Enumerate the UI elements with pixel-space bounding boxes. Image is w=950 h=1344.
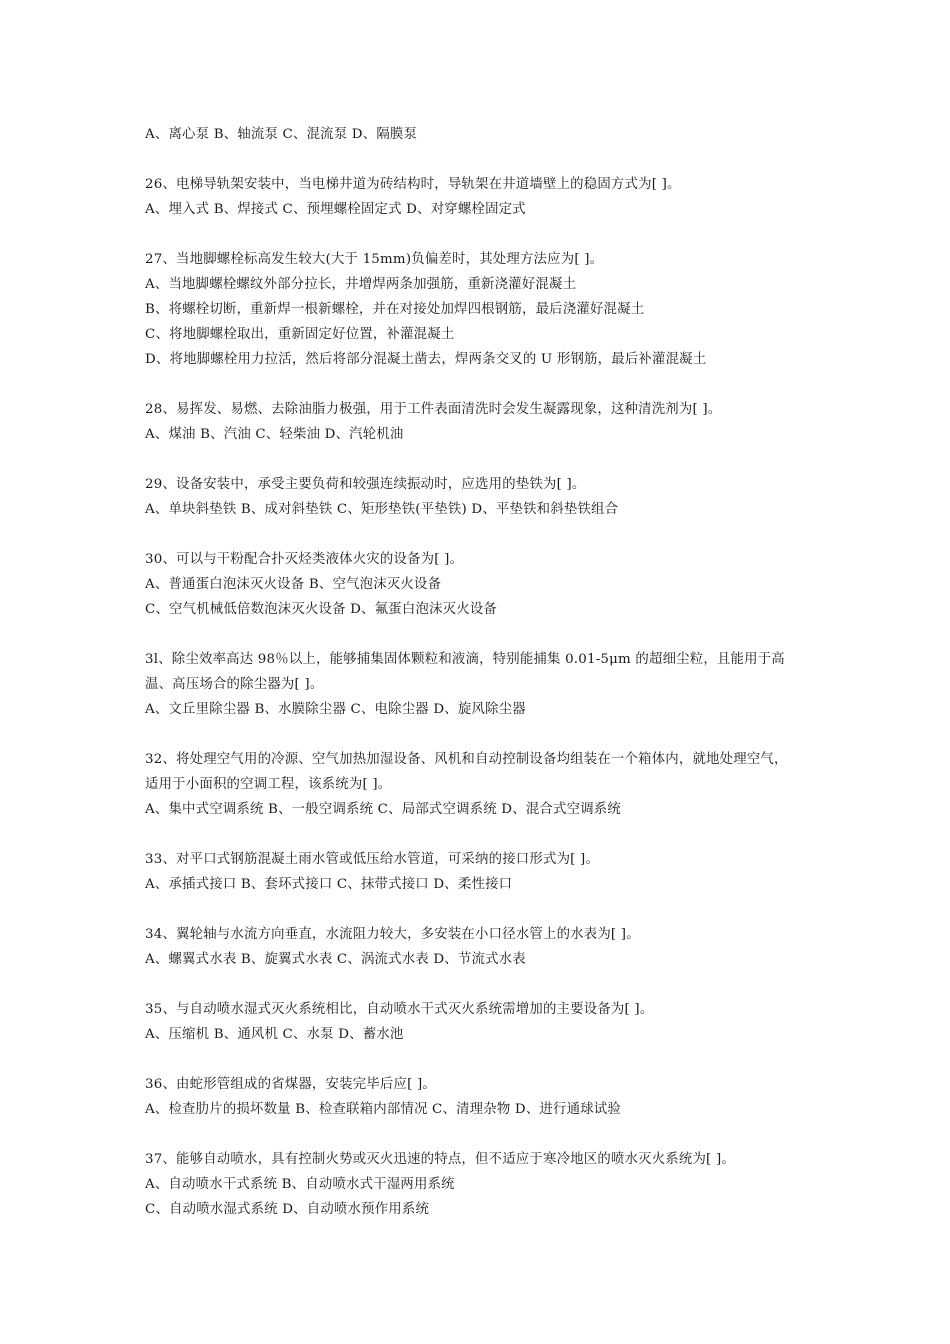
question-text: 26、电梯导轨架安装中，当电梯井道为砖结构时，导轨架在井道墙壁上的稳固方式为[ ]。	[145, 177, 681, 192]
question-line: A、集中式空调系统 B、一般空调系统 C、局部式空调系统 D、混合式空调系统	[145, 802, 621, 817]
question-text: 28、易挥发、易燃、去除油脂力极强，用于工件表面清洗时会发生凝露现象，这种清洗剂为[ ]。	[145, 402, 722, 417]
question-line: B、将螺栓切断，重新焊一根新螺栓，并在对接处加焊四根钢筋，最后浇灌好混凝土	[145, 302, 645, 317]
question-line: A、煤油 B、汽油 C、轻柴油 D、汽轮机油	[145, 427, 404, 442]
question-item	[145, 547, 825, 622]
question-item	[145, 1072, 825, 1122]
question-item	[145, 247, 825, 372]
question-item	[145, 747, 825, 822]
question-line: A、螺翼式水表 B、旋翼式水表 C、涡流式水表 D、节流式水表	[145, 952, 526, 967]
answer-options: A、离心泵 B、轴流泵 C、混流泵 D、隔膜泵	[145, 127, 418, 142]
question-text: 36、由蛇形管组成的省煤器，安装完毕后应[ ]。	[145, 1077, 436, 1092]
question-line: A、当地脚螺栓螺纹外部分拉长，井增焊两条加强筋，重新浇灌好混凝土	[145, 277, 577, 292]
question-item	[145, 847, 825, 897]
question-text: 29、设备安装中，承受主要负荷和较强连续振动时，应选用的垫铁为[ ]。	[145, 477, 586, 492]
question-line: A、检查肋片的损坏数量 B、检查联箱内部情况 C、清理杂物 D、进行通球试验	[145, 1102, 621, 1117]
question-line: A、普通蛋白泡沫灭火设备 B、空气泡沫灭火设备	[145, 577, 442, 592]
question-line: C、空气机械低倍数泡沫灭火设备 D、氟蛋白泡沫灭火设备	[145, 602, 498, 617]
question-item	[145, 997, 825, 1047]
question-line: A、承插式接口 B、套环式接口 C、抹带式接口 D、柔性接口	[145, 877, 513, 892]
question-line: A、文丘里除尘器 B、水膜除尘器 C、电除尘器 D、旋风除尘器	[145, 702, 526, 717]
question-item	[145, 922, 825, 972]
question-text: 30、可以与干粉配合扑灭烃类液体火灾的设备为[ ]。	[145, 552, 464, 567]
question-item	[145, 397, 825, 447]
document-page	[145, 122, 825, 1247]
question-item	[145, 647, 825, 722]
question-line: D、将地脚螺栓用力拉活，然后将部分混凝土凿去，焊两条交叉的 U 形钢筋，最后补灌混凝土	[145, 352, 707, 367]
question-text: 3l、除尘效率高达 98％以上，能够捕集固体颗粒和液滴，特别能捕集 0.01-5μm 的超细尘粒，且能用于高	[145, 652, 785, 667]
question-line: A、埋入式 B、焊接式 C、预埋螺栓固定式 D、对穿螺栓固定式	[145, 202, 526, 217]
intro-block	[145, 122, 825, 147]
question-line: 温、高压场合的除尘器为[ ]。	[145, 677, 324, 692]
question-line: C、自动喷水湿式系统 D、自动喷水预作用系统	[145, 1202, 430, 1217]
question-list	[145, 172, 825, 1222]
question-text: 33、对平口式钢筋混凝土雨水管或低压给水管道，可采纳的接口形式为[ ]。	[145, 852, 600, 867]
question-line: A、压缩机 B、通风机 C、水泵 D、蓄水池	[145, 1027, 404, 1042]
question-item	[145, 172, 825, 222]
question-text: 32、将处理空气用的冷源、空气加热加湿设备、风机和自动控制设备均组装在一个箱体内，就地处理空气，	[145, 752, 788, 767]
question-text: 34、翼轮轴与水流方向垂直，水流阻力较大，多安装在小口径水管上的水表为[ ]。	[145, 927, 640, 942]
question-line: A、自动喷水干式系统 B、自动喷水式干湿两用系统	[145, 1177, 455, 1192]
question-line: C、将地脚螺栓取出，重新固定好位置，补灌混凝土	[145, 327, 455, 342]
question-line: 适用于小面积的空调工程，该系统为[ ]。	[145, 777, 392, 792]
question-text: 37、能够自动喷水，具有控制火势或灭火迅速的特点，但不适应于寒冷地区的喷水灭火系统为[ ]。	[145, 1152, 735, 1167]
question-text: 27、当地脚螺栓标高发生较大(大于 15mm)负偏差时，其处理方法应为[ ]。	[145, 252, 604, 267]
question-item	[145, 472, 825, 522]
question-line: A、单块斜垫铁 B、成对斜垫铁 C、矩形垫铁(平垫铁) D、平垫铁和斜垫铁组合	[145, 502, 619, 517]
question-item	[145, 1147, 825, 1222]
question-text: 35、与自动喷水湿式灭火系统相比，自动喷水干式灭火系统需增加的主要设备为[ ]。	[145, 1002, 654, 1017]
